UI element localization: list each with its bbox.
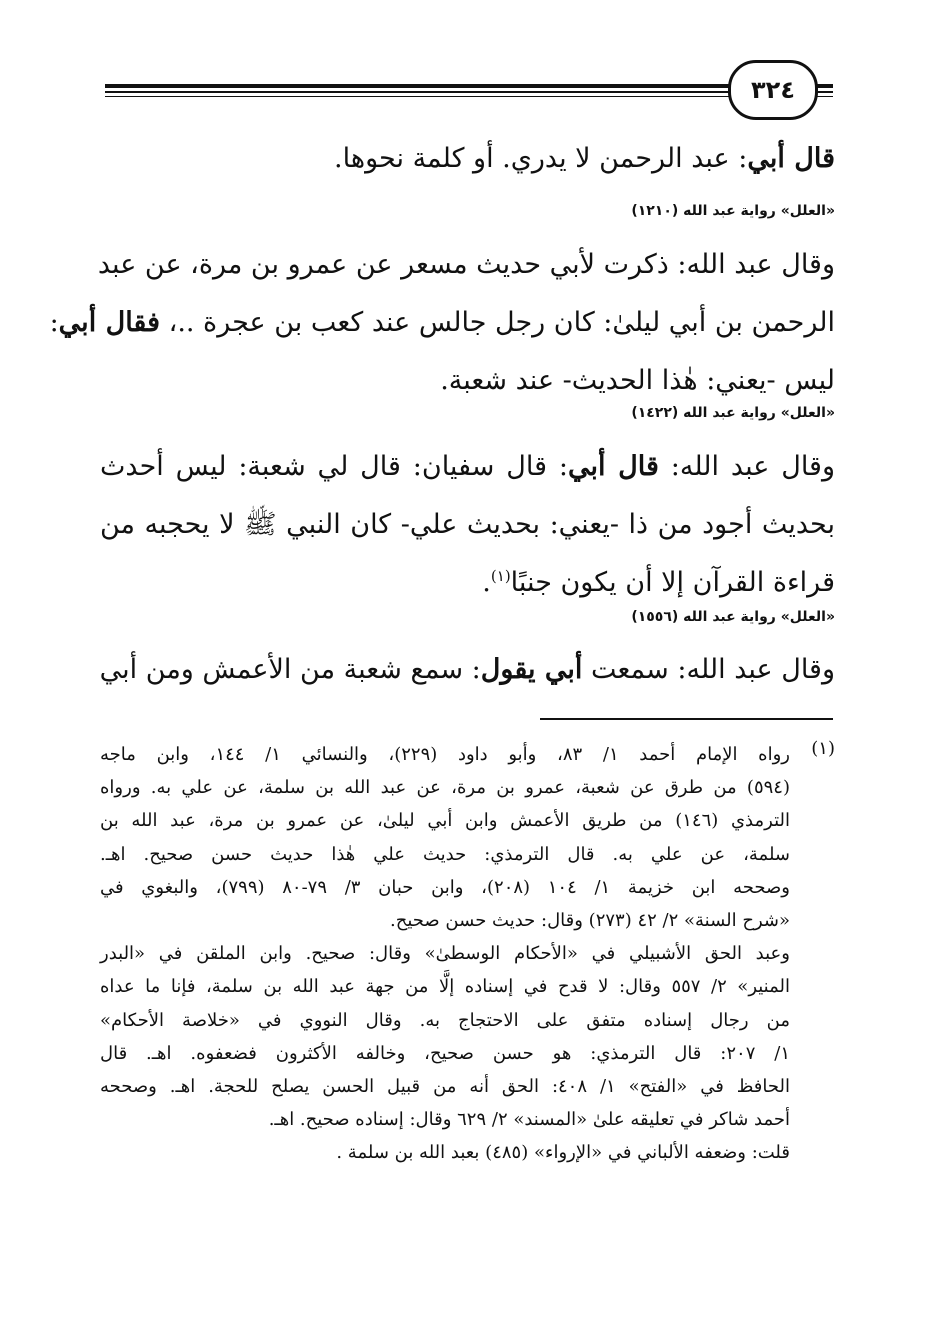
footnote-line: وعبد الحق الأشبيلي في «الأحكام الوسطىٰ» وقال: صحيح. وابن الملقن في «البدر [100,943,790,965]
paragraph-line [49,294,835,352]
citation-1: «العلل» رواية عبد الله (١٢١٠) [631,203,835,219]
bold-phrase: فقال أبي [58,307,161,338]
footnote-line: (٥٩٤) من طرق عن شعبة، عمرو بن مرة، عن عبد الله بن سلمة، عن علي به. ورواه [100,777,790,799]
footnote-line: ١/ ٢٠٧: قال الترمذي: هو حسن صحيح، وخالفه الأكثرون فضعفوه. اهـ. قال [100,1042,790,1064]
header-rule-thick [105,84,833,88]
bold-phrase: أبي يقول [480,654,583,685]
paragraph-line [97,236,835,294]
line-prefix: وقال عبد الله: سمعت [582,654,835,685]
paragraph-line [100,496,835,554]
line-text: ليس -يعني: هٰذا الحديث- عند شعبة. [440,365,835,396]
line-text: : سمع شعبة من الأعمش ومن أبي [99,654,481,685]
citation-3: «العلل» رواية عبد الله (١٥٥٦) [631,609,835,625]
paragraph-line [100,641,835,699]
paragraph-line [100,130,835,188]
footnote-text [100,738,790,1169]
paragraph-line [100,438,835,496]
footnote-ref[interactable]: (١) [490,567,511,585]
line-tail: . [482,567,491,598]
footnote-line: سلمة، عن علي به. قال الترمذي: حديث علي هٰذا حديث حسن صحيح. اهـ. [100,843,790,865]
footnote-line: وصححه ابن خزيمة ١/ ١٠٤ (٢٠٨)، وابن حبان ٣/ ٧٩-٨٠ (٧٩٩)، والبغوي في [100,876,790,898]
footnote-line: رواه الإمام أحمد ١/ ٨٣، وأبو داود (٢٢٩)، والنسائي ١/ ١٤٤، وابن ماجه [100,744,790,765]
header-rule-medium [105,91,833,93]
line-text: قراءة القرآن إلا أن يكون جنبًا [510,567,835,598]
bold-phrase: قال أبي [567,451,659,482]
line-tail: : [49,307,59,338]
header-rule-thin [105,96,833,97]
footnote-marker: (١) [811,738,835,759]
footnote-line: الترمذي (١٤٦) من طريق الأعمش وابن أبي ليلىٰ، عن عمرو بن مرة، عبد الله بن [100,810,790,832]
footnote-line: قلت: وضعفه الألباني في «الإرواء» (٤٨٥) بعبد الله بن سلمة . [336,1142,790,1164]
footnote-line: المنير» ٢/ ٥٥٧ وقال: لا قدح في إسناده إلَّا من جهة عبد الله بن سلمة، فإنا ما عداه [100,976,791,998]
line-prefix: وقال عبد الله: [658,451,835,482]
line-text: الرحمن بن أبي ليلىٰ: كان رجل جالس عند كعب بن عجرة ..، [160,307,835,338]
footnote-line: الحافظ في «الفتح» ١/ ٤٠٨: الحق أنه من قبيل الحسن يصلح للحجة. اهـ. وصححه [100,1075,790,1097]
paragraph-3 [100,438,835,612]
footnote-line: «شرح السنة» ٢/ ٤٢ (٢٧٣) وقال: حديث حسن صحيح. [390,909,790,931]
bold-phrase: قال أبي [747,143,835,174]
footnote-line: أحمد شاكر في تعليقه علىٰ «المسند» ٢/ ٦٢٩ وقال: إسناده صحيح. اهـ. [268,1109,790,1131]
line-text: : قال سفيان: قال لي شعبة: ليس أحدث [100,451,568,482]
line-text: : عبد الرحمن لا يدري. أو كلمة نحوها. [334,143,748,174]
footnote-line: من رجال إسناده متفق على الاحتجاج به. وقال النووي في «خلاصة الأحكام» [100,1009,790,1031]
paragraph-1 [100,130,835,188]
page-number: ٣٢٤ [728,60,818,120]
paragraph-4 [100,641,835,699]
citation-2: «العلل» رواية عبد الله (١٤٢٢) [631,405,835,421]
footnote-separator [540,718,833,720]
line-text: وقال عبد الله: ذكرت لأبي حديث مسعر عن عمرو بن مرة، عن عبد [97,249,835,280]
paragraph-2 [49,236,835,410]
header-rule [105,84,833,104]
line-text: بحديث أجود من ذا -يعني: بحديث علي- كان النبي ﷺ لا يحجبه من [100,509,835,540]
